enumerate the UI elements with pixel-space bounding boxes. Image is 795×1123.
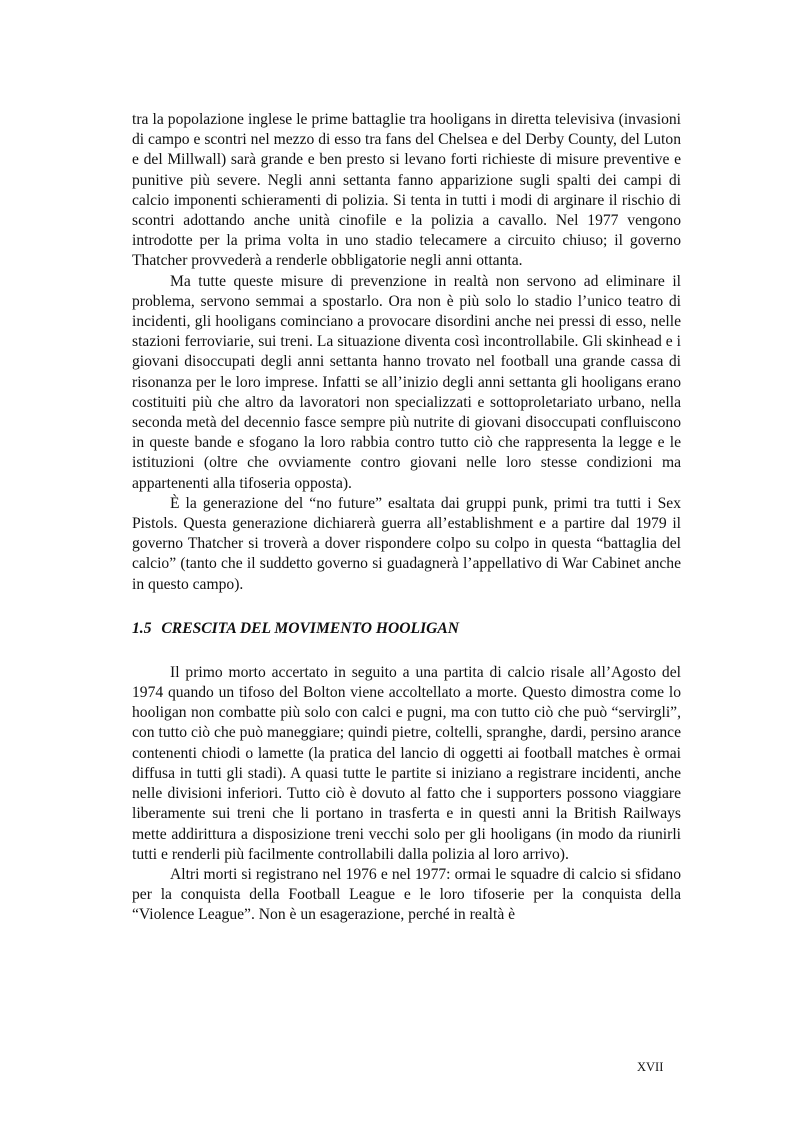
- page-number: XVII: [637, 1060, 664, 1074]
- paragraph-3: È la generazione del “no future” esaltata dai gruppi punk, primi tra tutti i Sex Pistols. Questa generazione dichiarerà guerra all’establishment e a partire dal 1979 il governo Thatcher si troverà a dover rispondere colpo su colpo in questa “battaglia del calcio” (tanto che il suddetto governo si guadagnerà l’appellativo di War Cabinet anche in questo campo).: [132, 494, 681, 593]
- section-number: 1.5: [132, 619, 152, 637]
- section-heading: [132, 619, 681, 639]
- paragraph-2: Ma tutte queste misure di prevenzione in realtà non servono ad eliminare il problema, servono semmai a spostarlo. Ora non è più solo lo stadio l’unico teatro di incidenti, gli hooligans cominciano a provocare disordini anche nei pressi di esso, nelle stazioni ferroviarie, sui treni. La situazione diventa così incontrollabile. Gli skinhead e i giovani disoccupati degli anni settanta hanno trovato nel football una grande cassa di risonanza per le loro imprese. Infatti se all’inizio degli anni settanta gli hooligans erano costituiti più che altro da lavoratori non specializzati e sottoproletariato urbano, nella seconda metà del decennio fasce sempre più nutrite di giovani disoccupati confluiscono in queste bande e sfogano la loro rabbia contro tutto ciò che rappresenta la legge e le istituzioni (oltre che ovviamente contro giovani nelle loro stesse condizioni ma appartenenti alla tifoseria opposta).: [132, 272, 681, 492]
- section-title: CRESCITA DEL MOVIMENTO HOOLIGAN: [161, 619, 460, 637]
- paragraph-5: Altri morti si registrano nel 1976 e nel 1977: ormai le squadre di calcio si sfidano per la conquista della Football League e le loro tifoserie per la conquista della “Violence League”. Non è un esagerazione, perché in realtà è: [132, 865, 681, 924]
- paragraph-4: Il primo morto accertato in seguito a una partita di calcio risale all’Agosto del 1974 quando un tifoso del Bolton viene accoltellato a morte. Questo dimostra come lo hooligan non combatte più solo con calci e pugni, ma con tutto ciò che può “servirgli”, con tutto ciò che può maneggiare; quindi pietre, coltelli, spranghe, dardi, persino arance contenenti chiodi o lamette (la pratica del lancio di oggetti ai football matches è ormai diffusa in tutti gli stadi). A quasi tutte le partite si iniziano a registrare incidenti, anche nelle divisioni inferiori. Tutto ciò è dovuto al fatto che i supporters possono viaggiare liberamente sui treni che li portano in trasferta e in questi anni la British Railways mette addirittura a disposizione treni vecchi solo per gli hooligans (in modo da riunirli tutti e renderli più facilmente controllabili dalla polizia al loro arrivo).: [132, 663, 681, 863]
- page-body: [132, 110, 681, 926]
- paragraph-1: tra la popolazione inglese le prime battaglie tra hooligans in diretta televisiva (invasioni di campo e scontri nel mezzo di esso tra fans del Chelsea e del Derby County, del Luton e del Millwall) sarà grande e ben presto si levano forti richieste di misure preventive e punitive più severe. Negli anni settanta fanno apparizione sugli spalti dei campi di calcio imponenti schieramenti di polizia. Si tenta in tutti i modi di arginare il rischio di scontri adottando anche unità cinofile e la polizia a cavallo. Nel 1977 vengono introdotte per la prima volta in uno stadio telecamere a circuito chiuso; il governo Thatcher provvederà a renderle obbligatorie negli anni ottanta.: [132, 111, 681, 270]
